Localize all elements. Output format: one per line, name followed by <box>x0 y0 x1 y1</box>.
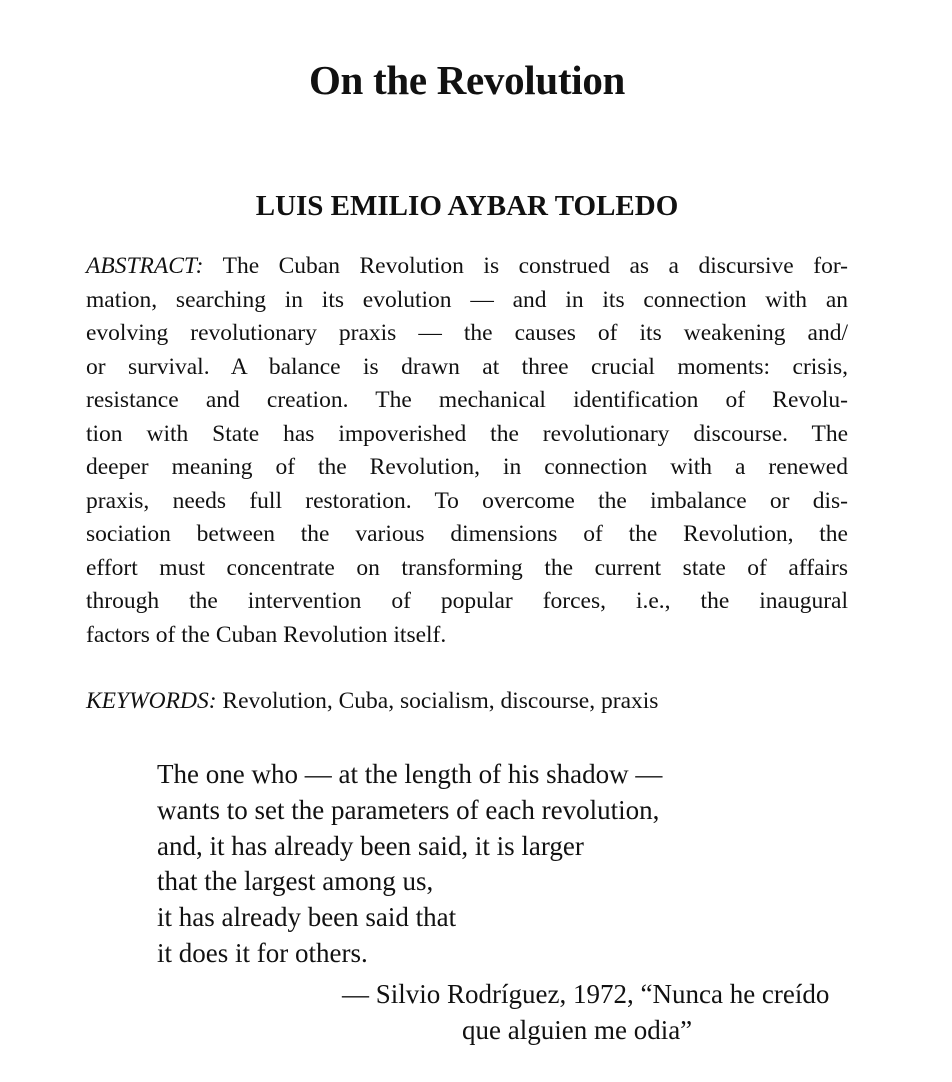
keywords-block <box>86 685 658 718</box>
keywords-text: Revolution, Cuba, socialism, discourse, praxis <box>222 688 659 714</box>
author-name: LUIS EMILIO AYBAR TOLEDO <box>255 190 679 222</box>
epigraph-line: and, it has already been said, it is larger <box>157 830 584 861</box>
abstract-line: deeper meaning of the Revolution, in connection with a renewed <box>86 454 848 480</box>
abstract-line: tion with State has impoverished the revolutionary discourse. The <box>86 420 848 447</box>
abstract-text: The Cuban Revolution is construed as a discursive for- <box>222 253 848 279</box>
epigraph-line: that the largest among us, <box>157 866 434 897</box>
abstract-line: mation, searching in its evolution — and in its connection with an <box>86 286 848 313</box>
attribution-line: — Silvio Rodríguez, 1972, “Nunca he creído <box>342 979 830 1009</box>
abstract-line: praxis, needs full restoration. To overcome the imbalance or dis- <box>86 487 848 514</box>
article-title: On the Revolution <box>308 57 626 103</box>
abstract-line: factors of the Cuban Revolution itself. <box>86 621 447 648</box>
abstract-block <box>86 250 848 652</box>
abstract-label: ABSTRACT: <box>86 253 204 279</box>
abstract-line: effort must concentrate on transforming the current state of affairs <box>86 554 848 581</box>
abstract-line: or survival. A balance is drawn at three crucial moments: crisis, <box>86 353 848 380</box>
epigraph <box>157 757 662 972</box>
keywords-label: KEYWORDS: <box>86 688 217 714</box>
epigraph-attribution <box>342 977 829 1049</box>
abstract-line: sociation between the various dimensions of the Revolution, the <box>86 521 848 547</box>
attribution-line: que alguien me odia” <box>462 1014 693 1045</box>
epigraph-line: it does it for others. <box>157 937 368 968</box>
abstract-line: through the intervention of popular forces, i.e., the inaugural <box>86 588 848 614</box>
abstract-line: resistance and creation. The mechanical identification of Revolu- <box>86 387 848 413</box>
epigraph-line: wants to set the parameters of each revolution, <box>157 794 660 825</box>
abstract-line: evolving revolutionary praxis — the causes of its weakening and/ <box>86 320 848 346</box>
abstract-line <box>86 250 848 284</box>
epigraph-line: The one who — at the length of his shadow — <box>157 759 663 789</box>
epigraph-line: it has already been said that <box>157 902 457 933</box>
